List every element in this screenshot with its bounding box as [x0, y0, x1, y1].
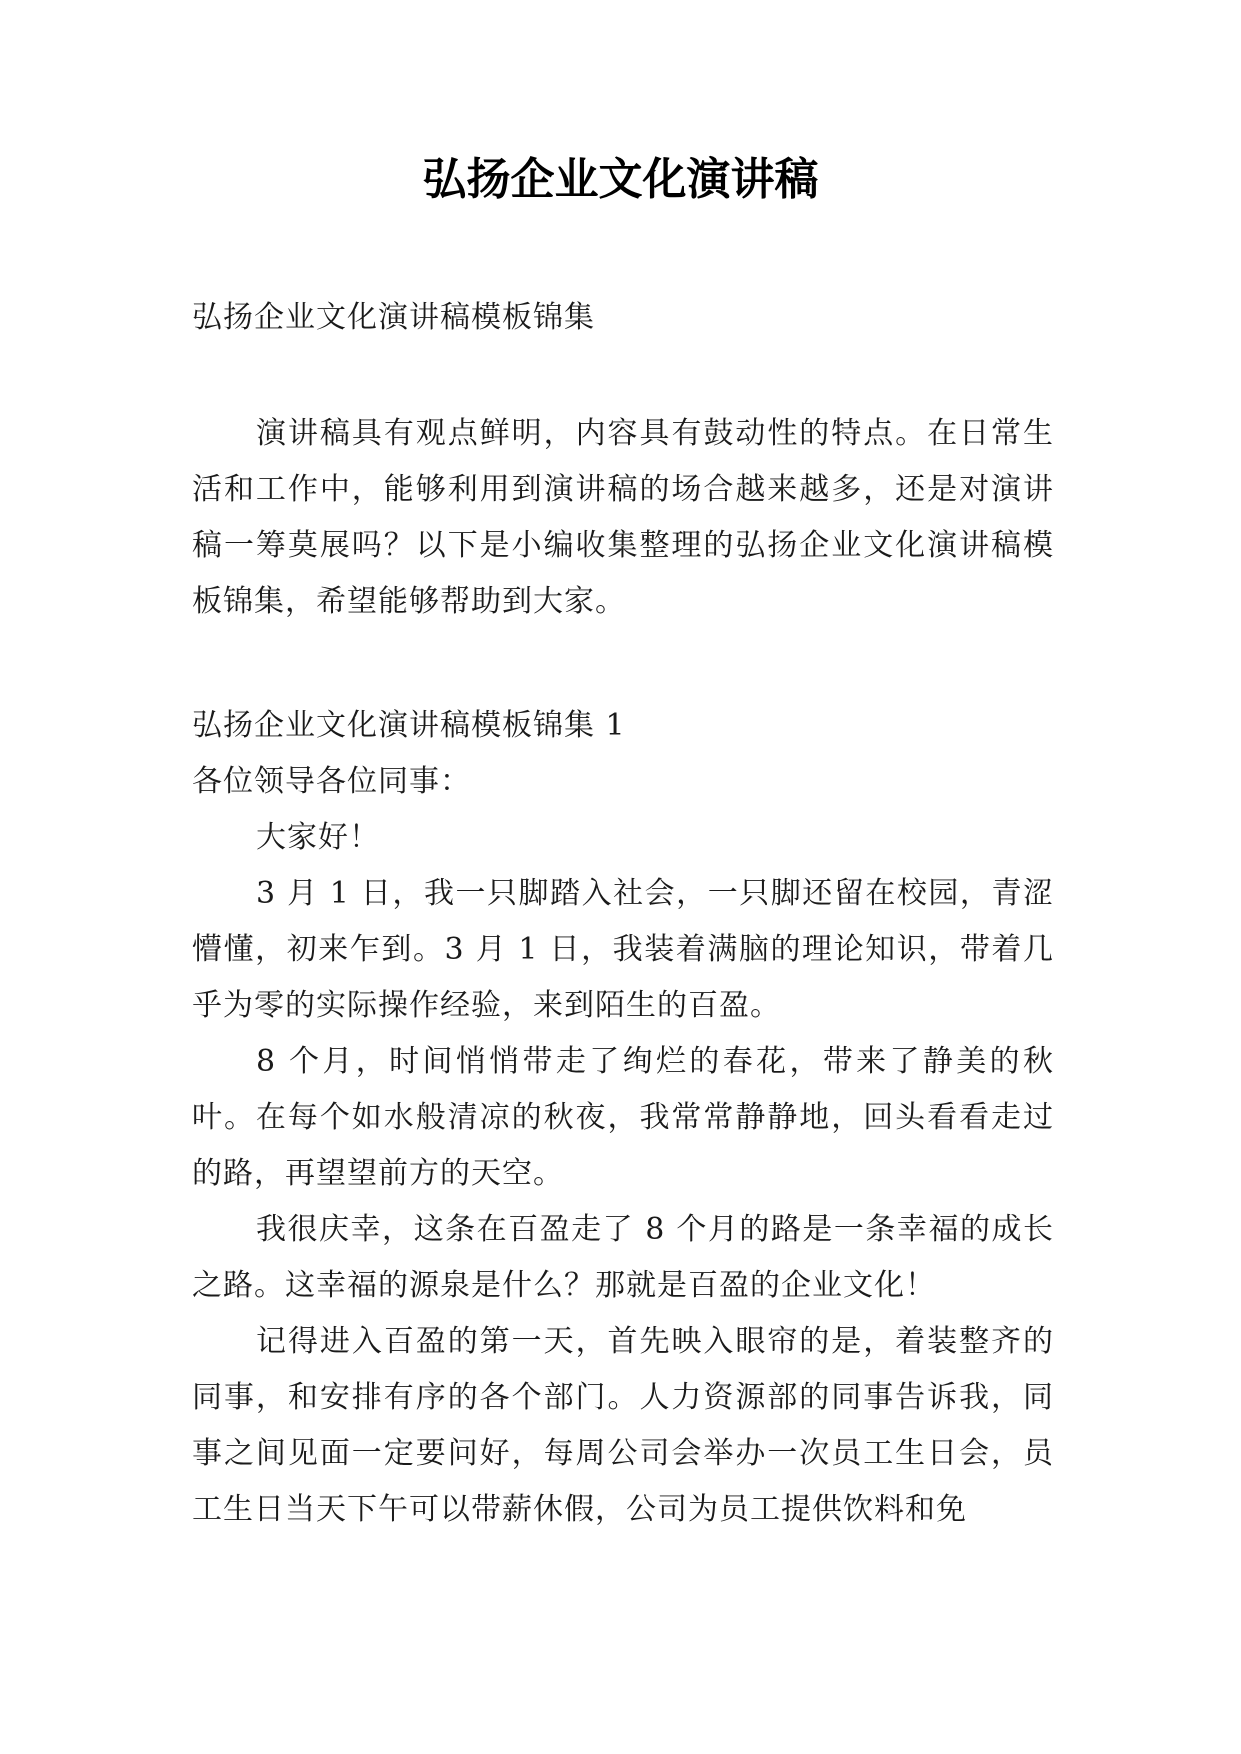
salutation: 各位领导各位同事： [192, 764, 471, 799]
body-paragraph: 我很庆幸，这条在百盈走了 8 个月的路是一条幸福的成长之路。这幸福的源泉是什么？那就是百盈的企业文化！ [192, 1212, 1054, 1303]
document-subtitle: 弘扬企业文化演讲稿模板锦集 [192, 300, 595, 335]
intro-paragraph: 演讲稿具有观点鲜明，内容具有鼓动性的特点。在日常生活和工作中，能够利用到演讲稿的场合越来越多，还是对演讲稿一筹莫展吗？以下是小编收集整理的弘扬企业文化演讲稿模板锦集，希望能够帮助到大家。 [192, 416, 1054, 619]
body-paragraph: 8 个月，时间悄悄带走了绚烂的春花，带来了静美的秋叶。在每个如水般清凉的秋夜，我常常静静地，回头看看走过的路，再望望前方的天空。 [192, 1044, 1054, 1191]
body-paragraph: 记得进入百盈的第一天，首先映入眼帘的是，着装整齐的同事，和安排有序的各个部门。人力资源部的同事告诉我，同事之间见面一定要问好，每周公司会举办一次员工生日会，员工生日当天下午可以带薪休假，公司为员工提供饮料和免 [192, 1324, 1054, 1527]
document-title: 弘扬企业文化演讲稿 [422, 154, 819, 205]
section-heading: 弘扬企业文化演讲稿模板锦集 1 [192, 708, 626, 743]
greeting: 大家好！ [256, 820, 380, 855]
body-paragraph: 3 月 1 日，我一只脚踏入社会，一只脚还留在校园，青涩懵懂，初来乍到。3 月 1 日，我装着满脑的理论知识，带着几乎为零的实际操作经验，来到陌生的百盈。 [192, 876, 1054, 1023]
